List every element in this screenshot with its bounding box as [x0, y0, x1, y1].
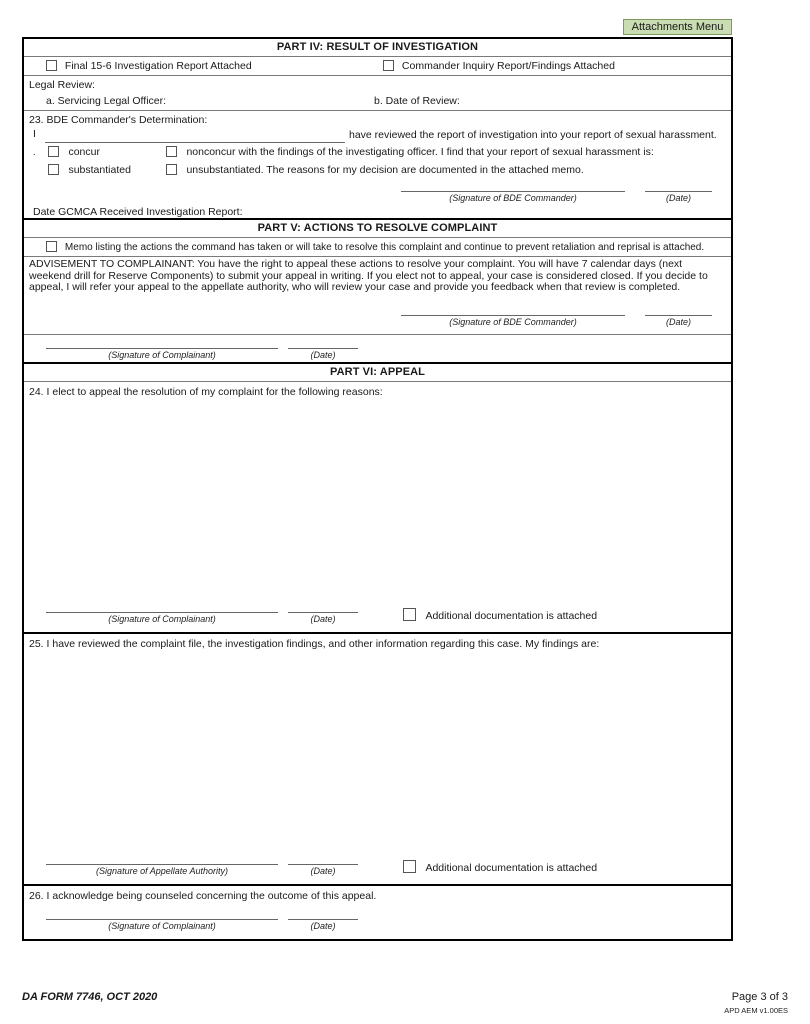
final-15-6-report-label: Final 15-6 Investigation Report Attached [64, 60, 252, 72]
part-5-complainant-date-line[interactable] [288, 348, 358, 349]
item-24-date-caption: (Date) [310, 614, 336, 624]
item-23-reviewed-text: have reviewed the report of investigation into your report of sexual harassment. [349, 129, 717, 141]
part-5-advisement-block [24, 257, 731, 335]
part-5-commander-date-line[interactable] [645, 315, 712, 316]
gcmca-received-label[interactable]: Date GCMCA Received Investigation Report: [33, 206, 243, 218]
final-15-6-report-checkbox-group[interactable] [46, 60, 252, 73]
attachments-menu-button[interactable]: Attachments Menu [623, 19, 732, 35]
part-5-complainant-signature-row [24, 335, 731, 364]
substantiated-label: substantiated [68, 164, 131, 176]
legal-review-block [24, 76, 731, 111]
item-25-additional-doc-checkbox[interactable] [403, 860, 416, 873]
item-25-label: 25. I have reviewed the complaint file, the investigation findings, and other information regarding this case. My findings are: [29, 638, 600, 650]
legal-review-label: Legal Review: [29, 79, 95, 91]
part-5-complainant-date-caption: (Date) [310, 350, 336, 360]
item-26-date-caption: (Date) [310, 921, 336, 931]
final-15-6-report-checkbox[interactable] [46, 60, 57, 71]
item-23-label: 23. BDE Commander's Determination: [29, 114, 208, 126]
item-24-label: 24. I elect to appeal the resolution of my complaint for the following reasons: [29, 386, 383, 398]
commander-inquiry-report-label: Commander Inquiry Report/Findings Attached [401, 60, 615, 72]
item-26-signature-caption: (Signature of Complainant) [108, 921, 216, 931]
concur-label: concur [68, 146, 100, 158]
item-25-date-line[interactable] [288, 864, 358, 865]
memo-attached-checkbox[interactable] [46, 241, 57, 252]
concur-checkbox[interactable] [48, 146, 59, 157]
item-24-date-line[interactable] [288, 612, 358, 613]
servicing-legal-officer-label[interactable]: a. Servicing Legal Officer: [46, 95, 167, 107]
substantiated-checkbox-group[interactable] [48, 161, 131, 179]
item-23-period-mark: . [33, 147, 36, 157]
item-23-i-prefix: I [33, 128, 36, 140]
date-of-review-label[interactable]: b. Date of Review: [374, 95, 460, 107]
item-25-additional-doc-label: Additional documentation is attached [425, 862, 598, 874]
item-23-signature-caption: (Signature of BDE Commander) [449, 193, 577, 203]
item-25-date-caption: (Date) [310, 866, 336, 876]
advisement-line-3: appeal, I will refer your appeal to the appellate authority, who will review your case and provide you feedback when that review is completed. [29, 281, 681, 293]
item-25-findings-block [24, 634, 731, 886]
item-25-additional-doc-checkbox-group[interactable] [403, 859, 597, 877]
part-5-commander-date-caption: (Date) [665, 317, 691, 327]
item-24-additional-doc-checkbox[interactable] [403, 608, 416, 621]
advisement-text [29, 259, 708, 294]
item-23-date-line[interactable] [645, 191, 712, 192]
part-4-heading: PART IV: RESULT OF INVESTIGATION [24, 39, 731, 57]
item-25-signature-caption: (Signature of Appellate Authority) [96, 866, 228, 876]
da-form-7746-page3 [22, 37, 733, 941]
item-26-label: 26. I acknowledge being counseled concerning the outcome of this appeal. [29, 890, 377, 902]
part-5-complainant-signature-caption: (Signature of Complainant) [108, 350, 216, 360]
memo-attached-checkbox-group[interactable] [46, 241, 704, 254]
part-6-heading: PART VI: APPEAL [24, 364, 731, 382]
part-5-commander-signature-line[interactable] [401, 315, 625, 316]
commander-inquiry-report-checkbox[interactable] [383, 60, 394, 71]
item-26-signature-line[interactable] [46, 919, 278, 920]
advisement-line-2: weekend drill for Reserve Components) to submit your appeal in writing. If you elect not to appeal, your case is considered closed. If you decide to [29, 269, 708, 282]
item-23-signature-line[interactable] [401, 191, 625, 192]
item-24-additional-doc-checkbox-group[interactable] [403, 607, 597, 625]
item-24-additional-doc-label: Additional documentation is attached [425, 610, 598, 622]
part-5-complainant-signature-line[interactable] [46, 348, 278, 349]
unsubstantiated-checkbox-group[interactable] [166, 161, 584, 179]
item-24-appeal-block [24, 382, 731, 634]
item-26-acknowledgement-block [24, 886, 731, 939]
part-5-heading: PART V: ACTIONS TO RESOLVE COMPLAINT [24, 220, 731, 238]
commander-inquiry-report-checkbox-group[interactable] [383, 60, 615, 73]
item-23-bde-commander-determination [24, 111, 731, 220]
form-version: APD AEM v1.00ES [724, 1006, 788, 1015]
page-number: Page 3 of 3 [731, 991, 788, 1003]
item-25-signature-line[interactable] [46, 864, 278, 865]
item-24-signature-line[interactable] [46, 612, 278, 613]
substantiated-checkbox[interactable] [48, 164, 59, 175]
nonconcur-label: nonconcur with the findings of the investigating officer. I find that your report of sexual harassment is: [186, 146, 654, 158]
concur-checkbox-group[interactable] [48, 143, 100, 161]
form-identifier: DA FORM 7746, OCT 2020 [22, 991, 158, 1003]
item-24-text-area[interactable] [29, 400, 729, 608]
part-4-attachment-checkbox-row [24, 57, 731, 76]
part-5-commander-signature-caption: (Signature of BDE Commander) [449, 317, 577, 327]
part-5-memo-row [24, 238, 731, 257]
nonconcur-checkbox-group[interactable] [166, 143, 654, 161]
item-24-signature-caption: (Signature of Complainant) [108, 614, 216, 624]
item-25-text-area[interactable] [29, 652, 729, 860]
unsubstantiated-label: unsubstantiated. The reasons for my decision are documented in the attached memo. [186, 164, 584, 176]
nonconcur-checkbox[interactable] [166, 146, 177, 157]
unsubstantiated-checkbox[interactable] [166, 164, 177, 175]
memo-attached-label: Memo listing the actions the command has taken or will take to resolve this complaint and continue to prevent retaliation and reprisal is attached. [64, 242, 705, 253]
advisement-line-1: ADVISEMENT TO COMPLAINANT: You have the right to appeal these actions to resolve your complaint. You will have 7 calendar days (next [29, 258, 683, 270]
item-23-date-caption: (Date) [665, 193, 691, 203]
item-26-date-line[interactable] [288, 919, 358, 920]
